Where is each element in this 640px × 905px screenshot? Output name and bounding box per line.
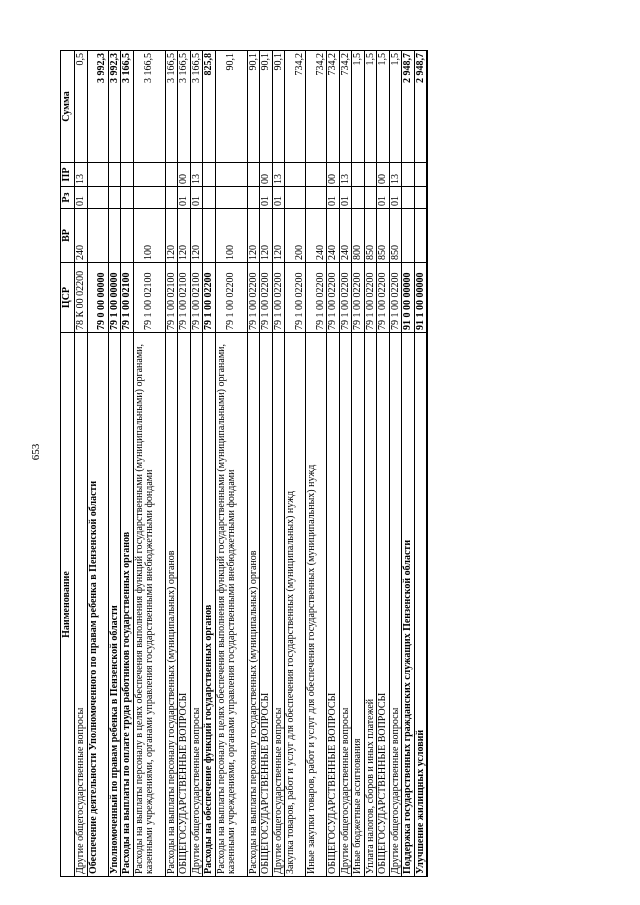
row-vr [121, 209, 134, 263]
row-rz [414, 187, 427, 209]
table-row [108, 51, 121, 877]
row-name: Поддержка государственных гражданских служащих Пензенской области [402, 333, 415, 877]
row-csr: 79 1 00 02100 [165, 263, 178, 333]
row-pr [285, 163, 306, 187]
table-row [178, 51, 191, 877]
row-sum: 3 166,5 [165, 51, 178, 163]
row-vr: 850 [377, 209, 390, 263]
row-csr: 79 1 00 02100 [178, 263, 191, 333]
table-row [272, 51, 285, 877]
row-name: ОБЩЕГОСУДАРСТВЕННЫЕ ВОПРОСЫ [178, 333, 191, 877]
row-rz: 01 [327, 187, 340, 209]
row-sum: 3 166,5 [133, 51, 165, 163]
row-pr [306, 163, 327, 187]
row-sum: 734,2 [285, 51, 306, 163]
row-sum: 0,5 [75, 51, 88, 163]
row-name: Другие общегосударственные вопросы [389, 333, 402, 877]
row-name: ОБЩЕГОСУДАРСТВЕННЫЕ ВОПРОСЫ [377, 333, 390, 877]
row-rz: 01 [272, 187, 285, 209]
row-pr [215, 163, 247, 187]
row-sum: 3 166,5 [178, 51, 191, 163]
row-rz: 01 [75, 187, 88, 209]
row-pr: 00 [327, 163, 340, 187]
row-rz [285, 187, 306, 209]
row-pr: 00 [377, 163, 390, 187]
row-csr: 79 0 00 00000 [87, 263, 108, 333]
row-name: ОБЩЕГОСУДАРСТВЕННЫЕ ВОПРОСЫ [260, 333, 273, 877]
table-row [75, 51, 88, 877]
row-csr: 78 К 00 02200 [75, 263, 88, 333]
row-csr: 79 1 00 02200 [306, 263, 327, 333]
table-row [87, 51, 108, 877]
row-rz: 01 [377, 187, 390, 209]
row-name: Другие общегосударственные вопросы [339, 333, 352, 877]
row-name: Улучшение жилищных условий [414, 333, 427, 877]
row-name: Иные бюджетные ассигнования [352, 333, 365, 877]
row-rz [108, 187, 121, 209]
row-csr: 79 1 00 02200 [389, 263, 402, 333]
row-pr: 13 [272, 163, 285, 187]
row-rz [306, 187, 327, 209]
row-csr: 79 1 00 00000 [108, 263, 121, 333]
table-row [121, 51, 134, 877]
row-pr [121, 163, 134, 187]
row-csr: 79 1 00 02200 [215, 263, 247, 333]
row-pr [203, 163, 216, 187]
row-rz [364, 187, 377, 209]
header-csr: ЦСР [61, 263, 75, 333]
row-vr: 120 [178, 209, 191, 263]
row-rz: 01 [389, 187, 402, 209]
row-sum: 2 948,7 [402, 51, 415, 163]
row-sum: 90,1 [272, 51, 285, 163]
row-vr: 120 [165, 209, 178, 263]
table-row [414, 51, 427, 877]
row-csr: 79 1 00 02200 [247, 263, 260, 333]
row-sum: 90,1 [260, 51, 273, 163]
row-pr [414, 163, 427, 187]
row-vr: 240 [327, 209, 340, 263]
row-name: Расходы на обеспечение функций государственных органов [203, 333, 216, 877]
row-csr: 79 1 00 02200 [260, 263, 273, 333]
row-rz [121, 187, 134, 209]
row-csr: 79 1 00 02200 [364, 263, 377, 333]
row-pr: 13 [75, 163, 88, 187]
table-row [364, 51, 377, 877]
row-vr: 850 [364, 209, 377, 263]
table-row [352, 51, 365, 877]
row-vr: 850 [389, 209, 402, 263]
page-number: 653 [30, 443, 42, 461]
row-sum: 3 992,3 [108, 51, 121, 163]
row-sum: 1,5 [377, 51, 390, 163]
row-vr: 120 [190, 209, 203, 263]
row-pr [402, 163, 415, 187]
row-sum: 1,5 [389, 51, 402, 163]
row-sum: 734,2 [327, 51, 340, 163]
table-row [377, 51, 390, 877]
row-rz: 01 [260, 187, 273, 209]
row-sum: 1,5 [352, 51, 365, 163]
row-vr [203, 209, 216, 263]
table-row [389, 51, 402, 877]
table-row [327, 51, 340, 877]
table-header-row [61, 51, 75, 877]
row-vr [87, 209, 108, 263]
row-pr: 00 [178, 163, 191, 187]
row-name: Иные закупки товаров, работ и услуг для обеспечения государственных (муниципальных) нужд [306, 333, 327, 877]
row-csr: 79 1 00 02200 [339, 263, 352, 333]
row-name: Другие общегосударственные вопросы [75, 333, 88, 877]
row-rz [203, 187, 216, 209]
row-csr: 79 1 00 02200 [377, 263, 390, 333]
row-vr: 200 [285, 209, 306, 263]
row-csr: 79 1 00 02200 [272, 263, 285, 333]
row-sum: 1,5 [364, 51, 377, 163]
row-rz: 01 [339, 187, 352, 209]
row-csr: 91 1 00 00000 [414, 263, 427, 333]
table-row [215, 51, 247, 877]
table-row [306, 51, 327, 877]
row-name: Расходы на выплаты персоналу государственных (муниципальных) органов [247, 333, 260, 877]
row-rz: 01 [190, 187, 203, 209]
row-vr: 240 [339, 209, 352, 263]
row-vr: 240 [75, 209, 88, 263]
row-name: Расходы на выплаты персоналу в целях обеспечения выполнения функций государственными (муниципальными) органами, казенными учреждениями, органами управления государственными внебюджетными фондами [133, 333, 165, 877]
row-rz [165, 187, 178, 209]
row-pr [364, 163, 377, 187]
row-pr [133, 163, 165, 187]
row-sum: 734,2 [306, 51, 327, 163]
table-row [402, 51, 415, 877]
row-sum: 825,8 [203, 51, 216, 163]
row-sum: 3 992,3 [87, 51, 108, 163]
row-csr: 79 1 00 02200 [285, 263, 306, 333]
row-vr [402, 209, 415, 263]
row-pr: 13 [389, 163, 402, 187]
row-sum: 734,2 [339, 51, 352, 163]
table-row [339, 51, 352, 877]
row-vr: 100 [215, 209, 247, 263]
row-sum: 90,1 [247, 51, 260, 163]
row-name: Уплата налогов, сборов и иных платежей [364, 333, 377, 877]
table-row [260, 51, 273, 877]
row-csr: 79 1 00 02100 [190, 263, 203, 333]
budget-table [60, 50, 428, 877]
row-vr: 100 [133, 209, 165, 263]
row-vr: 120 [260, 209, 273, 263]
row-pr [108, 163, 121, 187]
table-row [190, 51, 203, 877]
row-name: Другие общегосударственные вопросы [190, 333, 203, 877]
row-csr: 91 0 00 00000 [402, 263, 415, 333]
row-vr: 800 [352, 209, 365, 263]
row-vr: 120 [247, 209, 260, 263]
table-row [247, 51, 260, 877]
row-pr [165, 163, 178, 187]
row-name: Закупка товаров, работ и услуг для обеспечения государственных (муниципальных) нужд [285, 333, 306, 877]
table-row [133, 51, 165, 877]
row-name: Другие общегосударственные вопросы [272, 333, 285, 877]
row-pr [352, 163, 365, 187]
header-sum: Сумма [61, 51, 75, 163]
row-rz [352, 187, 365, 209]
rotated-page [60, 51, 538, 877]
row-vr: 120 [272, 209, 285, 263]
row-name: Уполномоченный по правам ребенка в Пензенской области [108, 333, 121, 877]
row-pr [247, 163, 260, 187]
header-rz: Рз [61, 187, 75, 209]
row-rz [87, 187, 108, 209]
row-pr: 13 [190, 163, 203, 187]
table-row [203, 51, 216, 877]
row-csr: 79 1 00 02100 [121, 263, 134, 333]
row-name: Расходы на выплаты по оплате труда работников государственных органов [121, 333, 134, 877]
table-row [285, 51, 306, 877]
header-vr: ВР [61, 209, 75, 263]
row-sum: 3 166,5 [121, 51, 134, 163]
row-rz: 01 [178, 187, 191, 209]
row-sum: 90,1 [215, 51, 247, 163]
row-name: ОБЩЕГОСУДАРСТВЕННЫЕ ВОПРОСЫ [327, 333, 340, 877]
row-pr [87, 163, 108, 187]
row-vr: 240 [306, 209, 327, 263]
row-vr [414, 209, 427, 263]
row-csr: 79 1 00 02100 [133, 263, 165, 333]
row-rz [247, 187, 260, 209]
row-csr: 79 1 00 02200 [203, 263, 216, 333]
row-name: Расходы на выплаты персоналу государственных (муниципальных) органов [165, 333, 178, 877]
row-name: Обеспечение деятельности Уполномоченного по правам ребенка в Пензенской области [87, 333, 108, 877]
row-name: Расходы на выплаты персоналу в целях обеспечения выполнения функций государственными (муниципальными) органами, казенными учреждениями, органами управления государственными внебюджетными фондами [215, 333, 247, 877]
row-sum: 3 166,5 [190, 51, 203, 163]
header-pr: ПР [61, 163, 75, 187]
row-pr: 13 [339, 163, 352, 187]
row-rz [402, 187, 415, 209]
header-name: Наименование [61, 333, 75, 877]
table-row [165, 51, 178, 877]
row-sum: 2 948,7 [414, 51, 427, 163]
row-csr: 79 1 00 02200 [327, 263, 340, 333]
row-vr [108, 209, 121, 263]
row-rz [133, 187, 165, 209]
row-pr: 00 [260, 163, 273, 187]
row-rz [215, 187, 247, 209]
row-csr: 79 1 00 02200 [352, 263, 365, 333]
